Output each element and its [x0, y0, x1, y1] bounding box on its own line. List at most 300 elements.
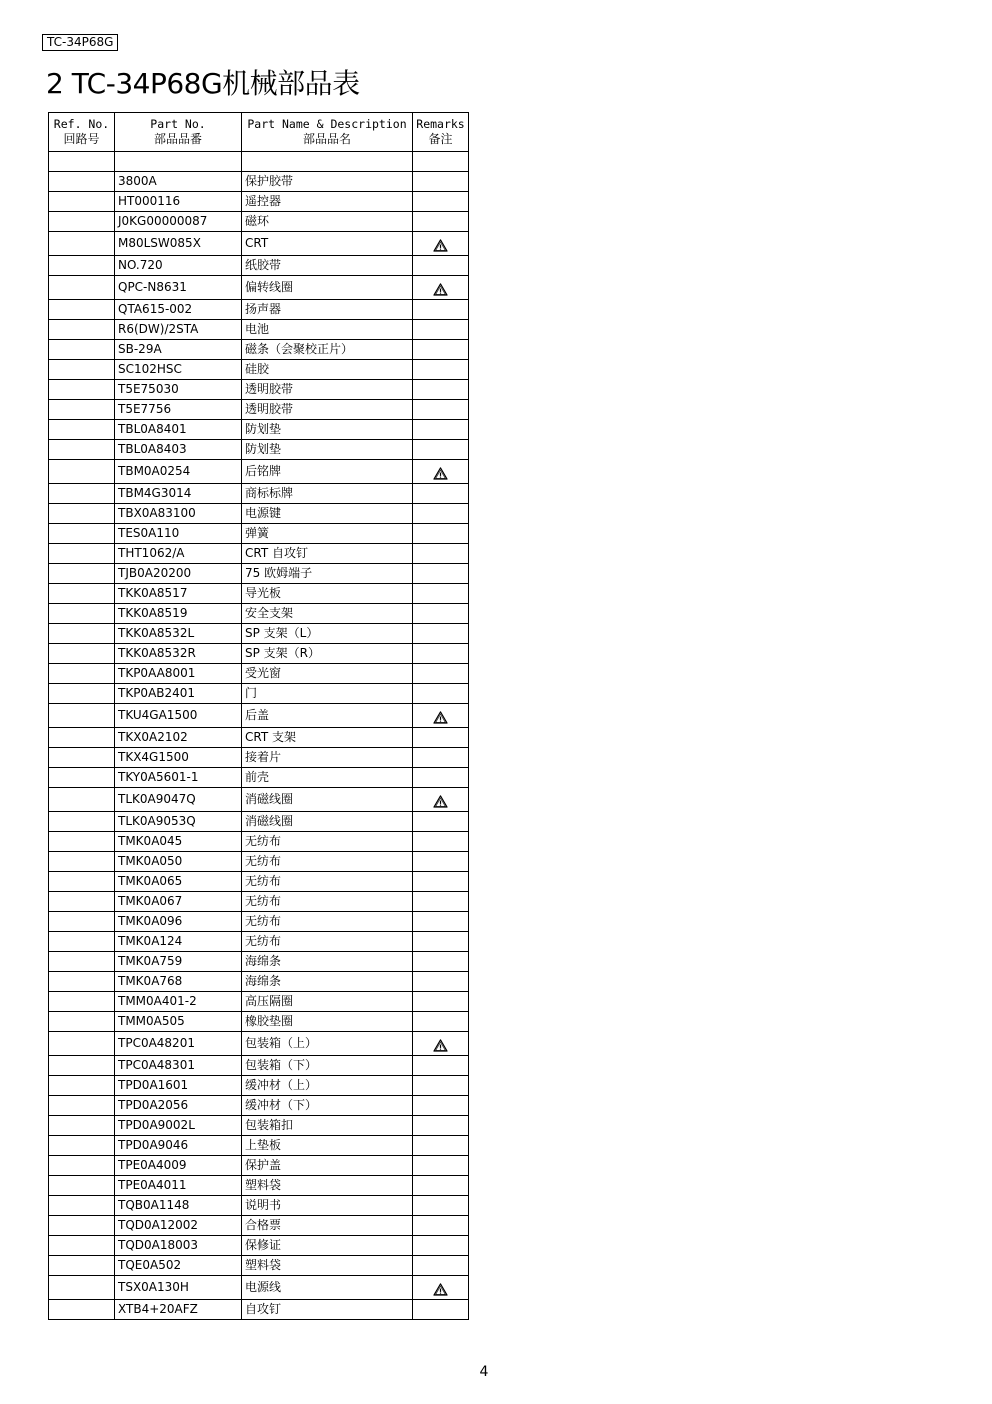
remarks-cell	[413, 664, 469, 684]
warning-triangle-icon	[433, 795, 448, 808]
table-row	[49, 584, 469, 604]
ref-no-cell	[49, 544, 115, 564]
remarks-cell	[413, 1156, 469, 1176]
part-name-cell: 无纺布	[242, 912, 413, 932]
part-name-cell: 纸胶带	[242, 256, 413, 276]
table-row	[49, 704, 469, 728]
part-no-cell: TBL0A8401	[115, 420, 242, 440]
part-name-cell: 包装箱（上）	[242, 1032, 413, 1056]
remarks-cell	[413, 440, 469, 460]
part-no-cell: TKX4G1500	[115, 748, 242, 768]
part-no-cell: TPD0A1601	[115, 1076, 242, 1096]
remarks-cell	[413, 232, 469, 256]
ref-no-cell	[49, 1032, 115, 1056]
part-no-cell: TPC0A48201	[115, 1032, 242, 1056]
part-no-cell: TQE0A502	[115, 1256, 242, 1276]
table-row	[49, 504, 469, 524]
part-name-cell: SP 支架（L）	[242, 624, 413, 644]
remarks-cell	[413, 212, 469, 232]
remarks-cell	[413, 360, 469, 380]
remarks-cell	[413, 564, 469, 584]
ref-no-cell	[49, 1096, 115, 1116]
remarks-cell	[413, 192, 469, 212]
remarks-cell	[413, 768, 469, 788]
part-name-cell: 安全支架	[242, 604, 413, 624]
part-no-cell: TBX0A83100	[115, 504, 242, 524]
warning-triangle-icon	[433, 1283, 448, 1296]
part-name-cell: 电池	[242, 320, 413, 340]
part-no-cell: TKK0A8532L	[115, 624, 242, 644]
ref-no-cell	[49, 932, 115, 952]
table-row	[49, 728, 469, 748]
ref-no-cell	[49, 1256, 115, 1276]
part-no-cell: TMK0A096	[115, 912, 242, 932]
remarks-cell	[413, 812, 469, 832]
table-row	[49, 1276, 469, 1300]
part-name-cell: 自攻钉	[242, 1300, 413, 1320]
table-row	[49, 832, 469, 852]
table-row	[49, 1236, 469, 1256]
table-row	[49, 1256, 469, 1276]
part-no-cell: TPC0A48301	[115, 1056, 242, 1076]
remarks-cell	[413, 300, 469, 320]
ref-no-cell	[49, 728, 115, 748]
remarks-cell	[413, 748, 469, 768]
warning-triangle-icon	[433, 239, 448, 252]
ref-no-cell	[49, 172, 115, 192]
part-name-cell: 塑料袋	[242, 1176, 413, 1196]
ref-no-cell	[49, 584, 115, 604]
part-no-cell: TMK0A067	[115, 892, 242, 912]
part-no-cell: TPD0A2056	[115, 1096, 242, 1116]
table-row	[49, 340, 469, 360]
table-row	[49, 952, 469, 972]
part-no-cell: TMM0A401-2	[115, 992, 242, 1012]
remarks-cell	[413, 340, 469, 360]
table-row	[49, 788, 469, 812]
table-row	[49, 524, 469, 544]
part-no-cell: SC102HSC	[115, 360, 242, 380]
part-name-cell: 无纺布	[242, 892, 413, 912]
part-name-cell: 防划垫	[242, 440, 413, 460]
table-row	[49, 624, 469, 644]
part-no-cell: TMK0A045	[115, 832, 242, 852]
ref-no-cell	[49, 812, 115, 832]
part-no-cell: QTA615-002	[115, 300, 242, 320]
part-no-cell: TKP0AB2401	[115, 684, 242, 704]
part-name-cell: 高压隔圈	[242, 992, 413, 1012]
part-name-cell: 无纺布	[242, 832, 413, 852]
remarks-cell	[413, 524, 469, 544]
part-name-cell: 海绵条	[242, 972, 413, 992]
part-name-cell: 无纺布	[242, 872, 413, 892]
ref-no-cell	[49, 232, 115, 256]
part-name-cell: 硅胶	[242, 360, 413, 380]
page-number: 4	[479, 1364, 489, 1380]
part-name-cell: 电源线	[242, 1276, 413, 1300]
table-row	[49, 232, 469, 256]
part-name-cell: CRT	[242, 232, 413, 256]
table-row	[49, 152, 469, 172]
remarks-cell	[413, 1116, 469, 1136]
warning-triangle-icon	[433, 711, 448, 724]
ref-no-cell	[49, 440, 115, 460]
table-row	[49, 1156, 469, 1176]
ref-no-cell	[49, 524, 115, 544]
part-name-cell: 缓冲材（下）	[242, 1096, 413, 1116]
table-row	[49, 544, 469, 564]
remarks-cell	[413, 1012, 469, 1032]
table-row	[49, 1300, 469, 1320]
remarks-cell	[413, 704, 469, 728]
table-row	[49, 1056, 469, 1076]
part-name-cell: 门	[242, 684, 413, 704]
part-name-cell: 透明胶带	[242, 400, 413, 420]
table-row	[49, 1216, 469, 1236]
remarks-cell	[413, 1196, 469, 1216]
remarks-cell	[413, 172, 469, 192]
table-row	[49, 1196, 469, 1216]
table-row	[49, 192, 469, 212]
remarks-cell	[413, 1076, 469, 1096]
part-name-cell: 后盖	[242, 704, 413, 728]
part-name-cell: 接着片	[242, 748, 413, 768]
header-ref-no: Ref. No. 回路号	[49, 113, 115, 152]
part-no-cell: THT1062/A	[115, 544, 242, 564]
table-row	[49, 172, 469, 192]
part-name-cell: 防划垫	[242, 420, 413, 440]
table-row	[49, 1012, 469, 1032]
table-row	[49, 972, 469, 992]
remarks-cell	[413, 644, 469, 664]
part-no-cell	[115, 152, 242, 172]
ref-no-cell	[49, 1056, 115, 1076]
remarks-cell	[413, 992, 469, 1012]
table-row	[49, 912, 469, 932]
remarks-cell	[413, 320, 469, 340]
table-row	[49, 1096, 469, 1116]
ref-no-cell	[49, 1236, 115, 1256]
table-row	[49, 320, 469, 340]
part-no-cell: TBM4G3014	[115, 484, 242, 504]
ref-no-cell	[49, 768, 115, 788]
remarks-cell	[413, 624, 469, 644]
part-name-cell: 塑料袋	[242, 1256, 413, 1276]
table-row	[49, 400, 469, 420]
table-row	[49, 484, 469, 504]
part-no-cell: TMK0A050	[115, 852, 242, 872]
ref-no-cell	[49, 1156, 115, 1176]
remarks-cell	[413, 604, 469, 624]
part-name-cell: 橡胶垫圈	[242, 1012, 413, 1032]
ref-no-cell	[49, 1196, 115, 1216]
ref-no-cell	[49, 704, 115, 728]
table-row	[49, 276, 469, 300]
remarks-cell	[413, 1216, 469, 1236]
part-no-cell: TKU4GA1500	[115, 704, 242, 728]
ref-no-cell	[49, 460, 115, 484]
remarks-cell	[413, 460, 469, 484]
part-no-cell: TKK0A8517	[115, 584, 242, 604]
ref-no-cell	[49, 644, 115, 664]
part-name-cell: 导光板	[242, 584, 413, 604]
part-name-cell: SP 支架（R）	[242, 644, 413, 664]
table-row	[49, 604, 469, 624]
ref-no-cell	[49, 1216, 115, 1236]
ref-no-cell	[49, 276, 115, 300]
table-row	[49, 872, 469, 892]
table-row	[49, 932, 469, 952]
ref-no-cell	[49, 604, 115, 624]
ref-no-cell	[49, 748, 115, 768]
part-no-cell: TMM0A505	[115, 1012, 242, 1032]
table-row	[49, 892, 469, 912]
remarks-cell	[413, 832, 469, 852]
part-no-cell: TJB0A20200	[115, 564, 242, 584]
remarks-cell	[413, 484, 469, 504]
ref-no-cell	[49, 892, 115, 912]
ref-no-cell	[49, 684, 115, 704]
part-no-cell: TSX0A130H	[115, 1276, 242, 1300]
remarks-cell	[413, 1176, 469, 1196]
table-header-row	[49, 113, 469, 152]
remarks-cell	[413, 892, 469, 912]
ref-no-cell	[49, 192, 115, 212]
header-part-no: Part No. 部品品番	[115, 113, 242, 152]
part-name-cell: 无纺布	[242, 852, 413, 872]
remarks-cell	[413, 544, 469, 564]
table-row	[49, 1116, 469, 1136]
part-no-cell: TMK0A124	[115, 932, 242, 952]
ref-no-cell	[49, 872, 115, 892]
warning-triangle-icon	[433, 467, 448, 480]
part-name-cell: 包装箱（下）	[242, 1056, 413, 1076]
remarks-cell	[413, 1300, 469, 1320]
ref-no-cell	[49, 972, 115, 992]
part-no-cell: HT000116	[115, 192, 242, 212]
part-no-cell: TKK0A8532R	[115, 644, 242, 664]
remarks-cell	[413, 852, 469, 872]
table-row	[49, 256, 469, 276]
ref-no-cell	[49, 420, 115, 440]
part-name-cell: 消磁线圈	[242, 812, 413, 832]
remarks-cell	[413, 788, 469, 812]
ref-no-cell	[49, 300, 115, 320]
header-part-name: Part Name & Description 部品品名	[242, 113, 413, 152]
table-row	[49, 768, 469, 788]
ref-no-cell	[49, 852, 115, 872]
table-row	[49, 1032, 469, 1056]
parts-table	[48, 112, 469, 1320]
part-no-cell: TKY0A5601-1	[115, 768, 242, 788]
remarks-cell	[413, 728, 469, 748]
part-name-cell: CRT 自攻钉	[242, 544, 413, 564]
part-name-cell: 保护盖	[242, 1156, 413, 1176]
part-name-cell: 电源键	[242, 504, 413, 524]
ref-no-cell	[49, 212, 115, 232]
remarks-cell	[413, 1236, 469, 1256]
part-no-cell: TBM0A0254	[115, 460, 242, 484]
part-no-cell: T5E7756	[115, 400, 242, 420]
part-no-cell: TKX0A2102	[115, 728, 242, 748]
part-no-cell: TQD0A12002	[115, 1216, 242, 1236]
table-row	[49, 360, 469, 380]
remarks-cell	[413, 400, 469, 420]
part-name-cell: 海绵条	[242, 952, 413, 972]
ref-no-cell	[49, 1276, 115, 1300]
remarks-cell	[413, 684, 469, 704]
part-no-cell: TMK0A065	[115, 872, 242, 892]
ref-no-cell	[49, 1012, 115, 1032]
table-row	[49, 460, 469, 484]
part-no-cell: M80LSW085X	[115, 232, 242, 256]
part-name-cell: 上垫板	[242, 1136, 413, 1156]
ref-no-cell	[49, 1176, 115, 1196]
part-name-cell: CRT 支架	[242, 728, 413, 748]
ref-no-cell	[49, 400, 115, 420]
table-row	[49, 564, 469, 584]
part-name-cell: 透明胶带	[242, 380, 413, 400]
parts-table-body	[49, 152, 469, 1320]
ref-no-cell	[49, 624, 115, 644]
ref-no-cell	[49, 360, 115, 380]
ref-no-cell	[49, 832, 115, 852]
remarks-cell	[413, 504, 469, 524]
part-name-cell: 磁环	[242, 212, 413, 232]
table-row	[49, 812, 469, 832]
part-name-cell: 说明书	[242, 1196, 413, 1216]
ref-no-cell	[49, 484, 115, 504]
part-no-cell: NO.720	[115, 256, 242, 276]
part-name-cell: 偏转线圈	[242, 276, 413, 300]
remarks-cell	[413, 420, 469, 440]
part-name-cell: 缓冲材（上）	[242, 1076, 413, 1096]
ref-no-cell	[49, 952, 115, 972]
ref-no-cell	[49, 1300, 115, 1320]
part-name-cell	[242, 152, 413, 172]
part-no-cell: TPD0A9002L	[115, 1116, 242, 1136]
remarks-cell	[413, 1256, 469, 1276]
part-name-cell: 包装箱扣	[242, 1116, 413, 1136]
remarks-cell	[413, 932, 469, 952]
ref-no-cell	[49, 320, 115, 340]
part-name-cell: 受光窗	[242, 664, 413, 684]
part-no-cell: SB-29A	[115, 340, 242, 360]
remarks-cell	[413, 972, 469, 992]
table-row	[49, 992, 469, 1012]
table-row	[49, 380, 469, 400]
part-no-cell: J0KG00000087	[115, 212, 242, 232]
table-row	[49, 1136, 469, 1156]
table-row	[49, 684, 469, 704]
remarks-cell	[413, 256, 469, 276]
part-name-cell: 75 欧姆端子	[242, 564, 413, 584]
remarks-cell	[413, 152, 469, 172]
part-name-cell: 遥控器	[242, 192, 413, 212]
part-name-cell: 无纺布	[242, 932, 413, 952]
ref-no-cell	[49, 380, 115, 400]
part-no-cell: TES0A110	[115, 524, 242, 544]
model-tag: TC-34P68G	[42, 34, 118, 51]
remarks-cell	[413, 380, 469, 400]
table-row	[49, 852, 469, 872]
part-no-cell: TPE0A4009	[115, 1156, 242, 1176]
part-no-cell: TPD0A9046	[115, 1136, 242, 1156]
part-no-cell: TLK0A9047Q	[115, 788, 242, 812]
part-no-cell: QPC-N8631	[115, 276, 242, 300]
ref-no-cell	[49, 152, 115, 172]
remarks-cell	[413, 872, 469, 892]
ref-no-cell	[49, 1076, 115, 1096]
ref-no-cell	[49, 256, 115, 276]
part-no-cell: XTB4+20AFZ	[115, 1300, 242, 1320]
table-row	[49, 1076, 469, 1096]
remarks-cell	[413, 952, 469, 972]
table-row	[49, 664, 469, 684]
table-row	[49, 212, 469, 232]
part-name-cell: 磁条（会聚校正片）	[242, 340, 413, 360]
ref-no-cell	[49, 1136, 115, 1156]
part-name-cell: 后铭牌	[242, 460, 413, 484]
header-remarks: Remarks 备注	[413, 113, 469, 152]
remarks-cell	[413, 276, 469, 300]
part-no-cell: R6(DW)/2STA	[115, 320, 242, 340]
remarks-cell	[413, 1032, 469, 1056]
table-row	[49, 420, 469, 440]
ref-no-cell	[49, 564, 115, 584]
table-row	[49, 644, 469, 664]
remarks-cell	[413, 912, 469, 932]
ref-no-cell	[49, 992, 115, 1012]
remarks-cell	[413, 1276, 469, 1300]
part-name-cell: 保修证	[242, 1236, 413, 1256]
part-name-cell: 保护胶带	[242, 172, 413, 192]
part-no-cell: T5E75030	[115, 380, 242, 400]
ref-no-cell	[49, 788, 115, 812]
page-title: 2 TC-34P68G机械部品表	[46, 67, 360, 100]
part-name-cell: 消磁线圈	[242, 788, 413, 812]
remarks-cell	[413, 1056, 469, 1076]
ref-no-cell	[49, 504, 115, 524]
table-row	[49, 1176, 469, 1196]
part-no-cell: TQD0A18003	[115, 1236, 242, 1256]
table-row	[49, 748, 469, 768]
part-no-cell: TQB0A1148	[115, 1196, 242, 1216]
part-no-cell: TLK0A9053Q	[115, 812, 242, 832]
remarks-cell	[413, 1136, 469, 1156]
remarks-cell	[413, 1096, 469, 1116]
part-name-cell: 弹簧	[242, 524, 413, 544]
part-no-cell: TKP0AA8001	[115, 664, 242, 684]
part-name-cell: 商标标牌	[242, 484, 413, 504]
ref-no-cell	[49, 340, 115, 360]
part-no-cell: TPE0A4011	[115, 1176, 242, 1196]
part-no-cell: TMK0A759	[115, 952, 242, 972]
remarks-cell	[413, 584, 469, 604]
part-no-cell: TKK0A8519	[115, 604, 242, 624]
part-name-cell: 合格票	[242, 1216, 413, 1236]
part-name-cell: 扬声器	[242, 300, 413, 320]
part-no-cell: TMK0A768	[115, 972, 242, 992]
table-row	[49, 440, 469, 460]
warning-triangle-icon	[433, 1039, 448, 1052]
ref-no-cell	[49, 912, 115, 932]
part-no-cell: 3800A	[115, 172, 242, 192]
table-row	[49, 300, 469, 320]
part-name-cell: 前壳	[242, 768, 413, 788]
ref-no-cell	[49, 1116, 115, 1136]
part-no-cell: TBL0A8403	[115, 440, 242, 460]
